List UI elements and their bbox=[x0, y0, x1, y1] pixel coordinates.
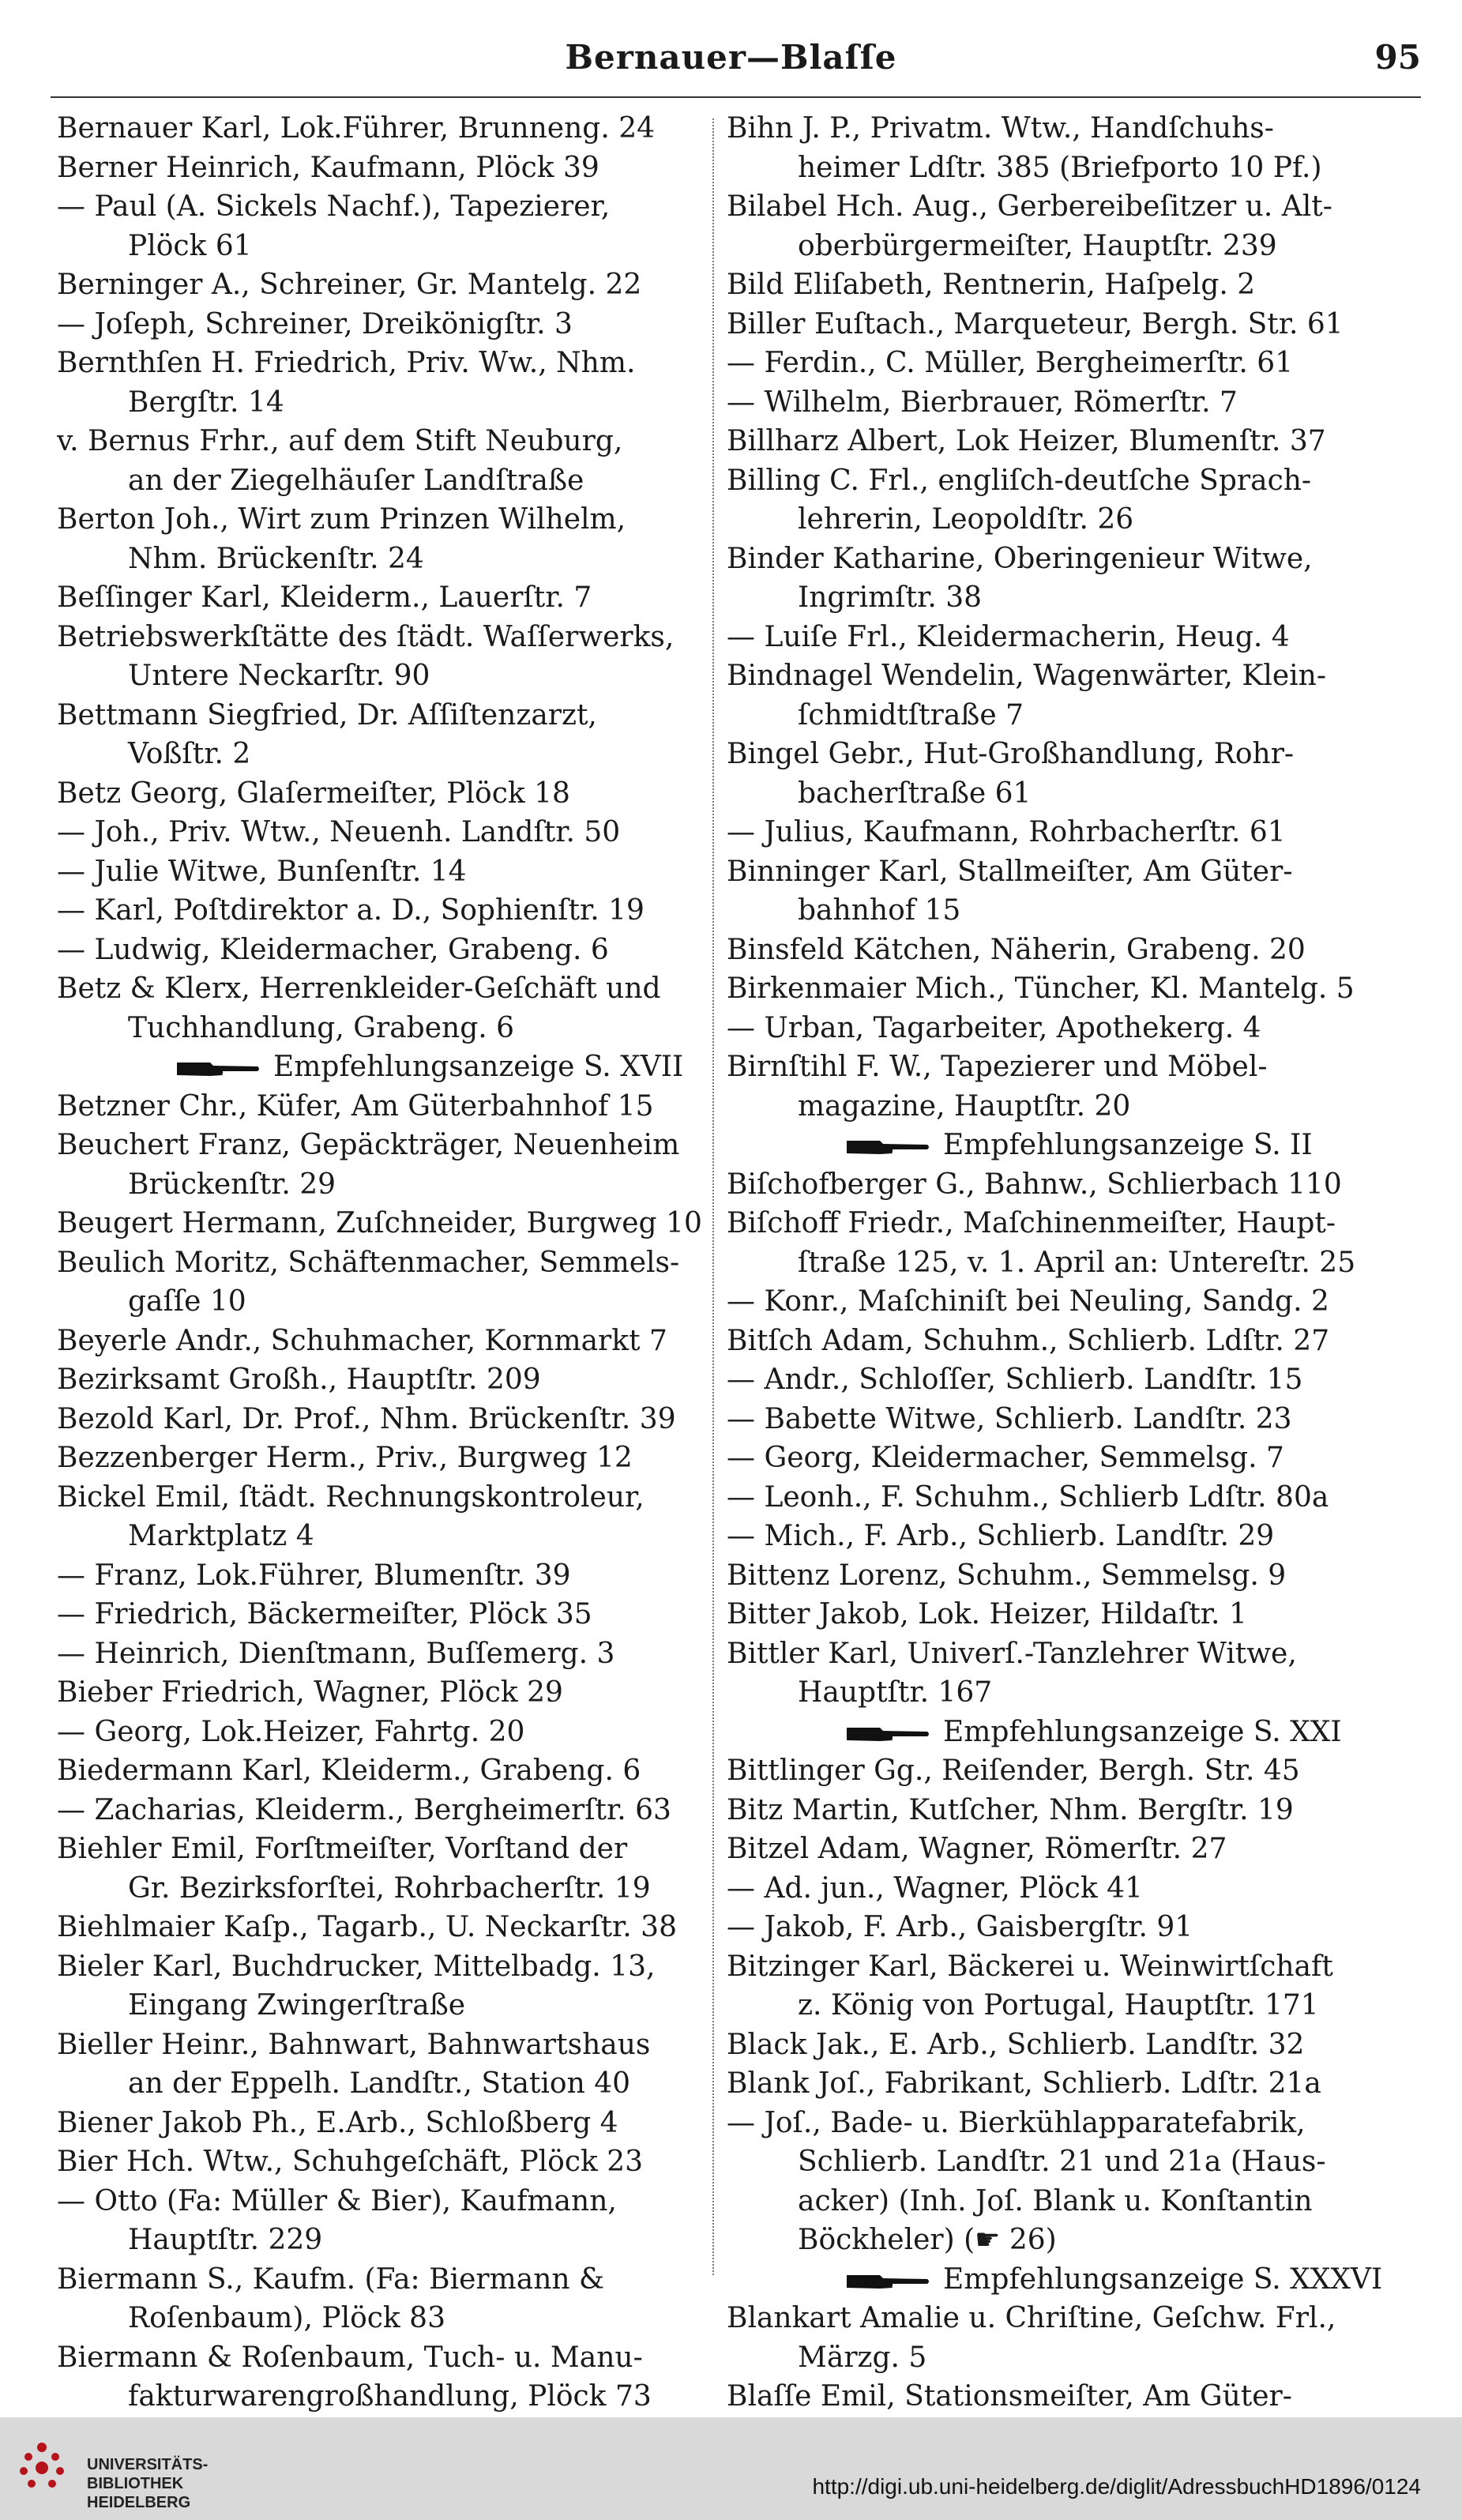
directory-entry bbox=[57, 1634, 705, 1674]
entry-line: — Joſeph, Schreiner, Dreikönigſtr. 3 bbox=[57, 307, 573, 340]
right-column bbox=[727, 109, 1383, 2455]
entry-line: — Leonh., F. Schuhm., Schlierb Ldſtr. 80a bbox=[727, 1480, 1329, 1514]
entry-line: Bitter Jakob, Lok. Heizer, Hildaſtr. 1 bbox=[727, 1598, 1247, 1630]
entry-line: Biermann & Roſenbaum, Tuch- u. Manu- bbox=[57, 2341, 643, 2374]
directory-entry bbox=[727, 187, 1374, 265]
directory-entry bbox=[727, 1947, 1374, 2025]
entry-continuation-line: Eingang Zwingerſtraße bbox=[128, 1989, 466, 2022]
entry-continuation-line: acker) (Inh. Joſ. Blank u. Konſtantin bbox=[798, 2184, 1313, 2217]
advertisement-reference bbox=[57, 1047, 705, 1087]
directory-entry bbox=[727, 265, 1374, 305]
entry-line: Bilabel Hch. Aug., Gerbereibeſitzer u. Alt- bbox=[727, 190, 1332, 223]
entry-line: — Wilhelm, Bierbrauer, Römerſtr. 7 bbox=[727, 386, 1238, 419]
directory-entry bbox=[57, 500, 705, 578]
library-logo bbox=[14, 2435, 212, 2511]
header-rule bbox=[51, 96, 1421, 98]
entry-line: — Jakob, F. Arb., Gaisbergſtr. 91 bbox=[727, 1911, 1193, 1943]
entry-line: — Konr., Maſchiniſt bei Neuling, Sandg. 2 bbox=[727, 1285, 1329, 1318]
entry-continuation-line: ſtraße 125, v. 1. April an: Untereſtr. 25 bbox=[798, 1246, 1356, 1279]
directory-entry bbox=[727, 540, 1374, 618]
entry-line: Bernthſen H. Friedrich, Priv. Ww., Nhm. bbox=[57, 347, 636, 379]
entry-continuation-line: heimer Ldſtr. 385 (Briefporto 10 Pf.) bbox=[798, 151, 1322, 184]
entry-line: Blaſſe Emil, Stationsmeiſter, Am Güter- bbox=[727, 2380, 1292, 2413]
directory-entry bbox=[57, 578, 705, 618]
directory-entry bbox=[57, 891, 705, 931]
entry-line: Bernauer Karl, Lok.Führer, Brunneng. 24 bbox=[57, 112, 656, 145]
entry-continuation-line: Voßſtr. 2 bbox=[128, 738, 251, 770]
entry-line: — Ferdin., C. Müller, Bergheimerſtr. 61 bbox=[727, 347, 1294, 379]
entry-line: — Ludwig, Kleidermacher, Grabeng. 6 bbox=[57, 933, 609, 966]
directory-entry bbox=[727, 1478, 1374, 1518]
entry-line: Bieler Karl, Buchdrucker, Mittelbadg. 13, bbox=[57, 1950, 656, 1983]
entry-continuation-line: bacherſtraße 61 bbox=[798, 777, 1032, 810]
directory-entry bbox=[727, 1282, 1374, 1322]
pointing-hand-icon bbox=[175, 1059, 262, 1078]
library-name bbox=[87, 2455, 208, 2512]
directory-entry bbox=[727, 1751, 1374, 1791]
entry-line: Bezzenberger Herm., Priv., Burgweg 12 bbox=[57, 1442, 633, 1474]
entry-line: — Mich., F. Arb., Schlierb. Landſtr. 29 bbox=[727, 1520, 1275, 1552]
entry-line: Beuchert Franz, Gepäckträger, Neuenheim bbox=[57, 1129, 680, 1161]
directory-entry bbox=[57, 1791, 705, 1830]
entry-line: Betz Georg, Glaſermeiſter, Plöck 18 bbox=[57, 777, 570, 810]
entry-continuation-line: Bergſtr. 14 bbox=[128, 386, 284, 419]
entry-continuation-line: lehrerin, Leopoldſtr. 26 bbox=[798, 503, 1134, 536]
footer-bar bbox=[0, 2417, 1462, 2520]
entry-line: Bild Eliſabeth, Rentnerin, Haſpelg. 2 bbox=[727, 269, 1256, 301]
entry-line: Beyerle Andr., Schuhmacher, Kornmarkt 7 bbox=[57, 1324, 667, 1357]
entry-line: — Heinrich, Dienſtmann, Buſſemerg. 3 bbox=[57, 1637, 615, 1670]
entry-line: Blankart Amalie u. Chriſtine, Geſchw. Frl., bbox=[727, 2302, 1336, 2334]
directory-entry bbox=[727, 1360, 1374, 1400]
directory-entry bbox=[727, 1165, 1374, 1205]
directory-entry bbox=[57, 1243, 705, 1322]
advertisement-text: Empfehlungsanzeige S. XXI bbox=[943, 1715, 1342, 1748]
entry-continuation-line: z. König von Portugal, Hauptſtr. 171 bbox=[798, 1989, 1319, 2022]
entry-line: — Julius, Kaufmann, Rohrbacherſtr. 61 bbox=[727, 816, 1286, 848]
entry-line: Bittlinger Gg., Reiſender, Bergh. Str. 45 bbox=[727, 1755, 1300, 1787]
directory-entry bbox=[57, 1830, 705, 1908]
directory-entry bbox=[727, 931, 1374, 970]
directory-entry bbox=[727, 2064, 1374, 2104]
entry-line: Biermann S., Kaufm. (Fa: Biermann & bbox=[57, 2262, 605, 2296]
entry-continuation-line: Roſenbaum), Plöck 83 bbox=[128, 2302, 445, 2334]
entry-line: — Joſ., Bade- u. Bierkühlapparatefabrik, bbox=[727, 2106, 1306, 2139]
directory-entry bbox=[57, 265, 705, 305]
directory-entry bbox=[727, 2104, 1374, 2260]
entry-line: Biſchofberger G., Bahnw., Schlierbach 110 bbox=[727, 1168, 1342, 1201]
directory-entry bbox=[727, 1439, 1374, 1478]
entry-line: — Joh., Priv. Wtw., Neuenh. Landſtr. 50 bbox=[57, 816, 621, 848]
library-name-line-2: BIBLIOTHEK bbox=[87, 2475, 184, 2492]
entry-line: — Friedrich, Bäckermeiſter, Plöck 35 bbox=[57, 1598, 592, 1630]
directory-entry bbox=[57, 344, 705, 422]
entry-line: — Julie Witwe, Bunſenſtr. 14 bbox=[57, 855, 467, 888]
entry-continuation-line: Ingrimſtr. 38 bbox=[798, 581, 983, 614]
pointing-hand-icon bbox=[845, 1138, 932, 1157]
entry-line: Billing C. Frl., engliſch-deutſche Sprach- bbox=[727, 464, 1312, 497]
advertisement-reference bbox=[727, 2260, 1383, 2300]
directory-entry bbox=[57, 1322, 705, 1361]
entry-continuation-line: magazine, Hauptſtr. 20 bbox=[798, 1089, 1131, 1123]
entry-continuation-line: Tuchhandlung, Grabeng. 6 bbox=[128, 1011, 515, 1044]
directory-entry bbox=[57, 1204, 705, 1243]
entry-line: — Karl, Poſtdirektor a. D., Sophienſtr. 19 bbox=[57, 894, 645, 927]
directory-entry bbox=[727, 109, 1374, 187]
entry-line: Biehler Emil, Forſtmeiſter, Vorſtand der bbox=[57, 1833, 628, 1865]
directory-entry bbox=[57, 931, 705, 970]
entry-line: Betzner Chr., Küfer, Am Güterbahnhof 15 bbox=[57, 1089, 654, 1123]
directory-entry bbox=[57, 149, 705, 188]
source-url-link[interactable]: http://digi.ub.uni-heidelberg.de/diglit/AdressbuchHD1896/0124 bbox=[812, 2474, 1421, 2499]
directory-entry bbox=[57, 774, 705, 814]
entry-continuation-line: Plöck 61 bbox=[128, 229, 252, 262]
column-divider bbox=[712, 118, 714, 2275]
entry-line: Billharz Albert, Lok Heizer, Blumenſtr. 37 bbox=[727, 425, 1326, 457]
directory-entry bbox=[57, 1947, 705, 2025]
directory-entry bbox=[57, 2104, 705, 2143]
pointing-hand-icon bbox=[845, 2272, 932, 2291]
advertisement-text: Empfehlungsanzeige S. XXXVI bbox=[943, 2262, 1383, 2296]
directory-entry bbox=[57, 1673, 705, 1713]
directory-entry bbox=[727, 305, 1374, 344]
entry-line: Bezirksamt Großh., Hauptſtr. 209 bbox=[57, 1363, 541, 1396]
entry-line: Blank Joſ., Fabrikant, Schlierb. Ldſtr. 21a bbox=[727, 2067, 1321, 2100]
entry-line: Bettmann Siegfried, Dr. Aſſiſtenzarzt, bbox=[57, 698, 597, 732]
left-column bbox=[57, 109, 705, 2455]
directory-entry bbox=[57, 1713, 705, 1752]
directory-entry bbox=[727, 2299, 1374, 2377]
entry-line: — Otto (Fa: Müller & Bier), Kaufmann, bbox=[57, 2184, 617, 2217]
pointing-hand-icon bbox=[845, 2272, 932, 2291]
entry-line: Binsfeld Kätchen, Näherin, Grabeng. 20 bbox=[727, 933, 1306, 966]
advertisement-text: Empfehlungsanzeige S. II bbox=[943, 1129, 1313, 1161]
entry-continuation-line: Böckheler) (☛ 26) bbox=[798, 2224, 1057, 2256]
directory-entry bbox=[727, 383, 1374, 423]
directory-entry bbox=[727, 1400, 1374, 1439]
entry-continuation-line: Gr. Bezirksforſtei, Rohrbacherſtr. 19 bbox=[128, 1871, 651, 1905]
entry-continuation-line: Märzg. 5 bbox=[798, 2341, 927, 2374]
directory-entry bbox=[727, 1634, 1374, 1713]
entry-line: — Georg, Kleidermacher, Semmelsg. 7 bbox=[727, 1442, 1284, 1474]
entry-line: Bitzel Adam, Wagner, Römerſtr. 27 bbox=[727, 1833, 1227, 1865]
pointing-hand-icon bbox=[175, 1059, 262, 1078]
directory-entry bbox=[57, 187, 705, 265]
entry-continuation-line: ſchmidtſtraße 7 bbox=[798, 698, 1024, 732]
directory-entry bbox=[727, 344, 1374, 383]
advertisement-reference bbox=[727, 1126, 1374, 1165]
directory-entry bbox=[727, 1908, 1374, 1947]
directory-entry bbox=[57, 1400, 705, 1439]
entry-line: Binninger Karl, Stallmeiſter, Am Güter- bbox=[727, 855, 1293, 888]
directory-entry bbox=[727, 813, 1374, 852]
page-header bbox=[0, 0, 1462, 87]
page-number: 95 bbox=[1374, 38, 1421, 77]
entry-line: Bihn J. P., Privatm. Wtw., Handſchuhs- bbox=[727, 112, 1274, 145]
directory-entry bbox=[727, 1204, 1374, 1282]
entry-continuation-line: Schlierb. Landſtr. 21 und 21a (Haus- bbox=[798, 2146, 1326, 2178]
entry-line: Berton Joh., Wirt zum Prinzen Wilhelm, bbox=[57, 503, 626, 536]
entry-line: — Ad. jun., Wagner, Plöck 41 bbox=[727, 1871, 1143, 1905]
entry-line: — Georg, Lok.Heizer, Fahrtg. 20 bbox=[57, 1715, 525, 1748]
directory-entry bbox=[57, 813, 705, 852]
entry-line: Bickel Emil, ſtädt. Rechnungskontroleur, bbox=[57, 1480, 645, 1514]
entry-line: Binder Katharine, Oberingenieur Witwe, bbox=[727, 542, 1313, 575]
directory-entry bbox=[727, 2025, 1374, 2065]
entry-line: — Zacharias, Kleiderm., Bergheimerſtr. 63 bbox=[57, 1793, 671, 1826]
directory-entry bbox=[727, 1830, 1374, 1869]
directory-entry bbox=[57, 618, 705, 696]
directory-entry bbox=[57, 969, 705, 1047]
entry-line: Betriebswerkſtätte des ſtädt. Waſſerwerks, bbox=[57, 620, 675, 653]
entry-continuation-line: Hauptſtr. 167 bbox=[798, 1676, 993, 1709]
running-head: Bernauer—Blaſſe bbox=[565, 38, 897, 77]
directory-entry bbox=[57, 422, 705, 500]
entry-line: — Paul (A. Sickels Nachf.), Tapezierer, bbox=[57, 190, 611, 223]
advertisement-reference bbox=[727, 1713, 1374, 1752]
entry-line: v. Bernus Frhr., auf dem Stift Neuburg, bbox=[57, 425, 623, 457]
entry-line: Berninger A., Schreiner, Gr. Mantelg. 22 bbox=[57, 269, 642, 301]
pointing-hand-icon bbox=[845, 1725, 932, 1743]
entry-line: — Urban, Tagarbeiter, Apothekerg. 4 bbox=[727, 1011, 1261, 1044]
pointing-hand-icon bbox=[845, 1138, 932, 1157]
directory-entry bbox=[57, 1360, 705, 1400]
directory-entry bbox=[727, 1009, 1374, 1048]
entry-line: Bingel Gebr., Hut-Großhandlung, Rohr- bbox=[727, 738, 1295, 770]
entry-line: Black Jak., E. Arb., Schlierb. Landſtr. 32 bbox=[727, 2028, 1305, 2061]
directory-entry bbox=[727, 618, 1374, 657]
entry-line: Biller Euſtach., Marqueteur, Bergh. Str. 61 bbox=[727, 307, 1344, 340]
directory-entry bbox=[57, 1908, 705, 1947]
entry-line: Bittenz Lorenz, Schuhm., Semmelsg. 9 bbox=[727, 1559, 1287, 1592]
entry-line: — Andr., Schloſſer, Schlierb. Landſtr. 15 bbox=[727, 1363, 1303, 1396]
entry-continuation-line: an der Ziegelhäuſer Landſtraße bbox=[128, 464, 584, 497]
entry-line: Biehlmaier Kaſp., Tagarb., U. Neckarſtr. 38 bbox=[57, 1911, 677, 1943]
directory-entry bbox=[57, 2142, 705, 2182]
directory-entry bbox=[57, 1087, 705, 1126]
entry-continuation-line: bahnhof 15 bbox=[798, 894, 961, 927]
directory-entry bbox=[727, 1869, 1374, 1909]
directory-entry bbox=[57, 109, 705, 149]
directory-entry bbox=[57, 2338, 705, 2417]
entry-continuation-line: Hauptſtr. 229 bbox=[128, 2224, 323, 2256]
entry-line: Biedermann Karl, Kleiderm., Grabeng. 6 bbox=[57, 1755, 641, 1787]
entry-line: Bieller Heinr., Bahnwart, Bahnwartshaus bbox=[57, 2028, 651, 2061]
pointing-hand-icon bbox=[845, 1725, 932, 1743]
directory-entry bbox=[57, 1126, 705, 1204]
directory-entry bbox=[727, 1556, 1374, 1596]
directory-entry bbox=[727, 1322, 1374, 1361]
entry-continuation-line: Nhm. Brückenſtr. 24 bbox=[128, 542, 424, 575]
entry-line: Birnſtihl F. W., Tapezierer und Möbel- bbox=[727, 1051, 1268, 1083]
entry-line: Beugert Hermann, Zuſchneider, Burgweg 10 bbox=[57, 1207, 702, 1239]
entry-continuation-line: oberbürgermeiſter, Hauptſtr. 239 bbox=[798, 229, 1277, 262]
entry-line: Betz & Klerx, Herrenkleider-Geſchäft und bbox=[57, 972, 661, 1005]
directory-entry bbox=[57, 305, 705, 344]
directory-entry bbox=[727, 1517, 1374, 1556]
entry-line: Bieber Friedrich, Wagner, Plöck 29 bbox=[57, 1676, 563, 1709]
entry-line: Bezold Karl, Dr. Prof., Nhm. Brückenſtr. 39 bbox=[57, 1402, 676, 1435]
entry-line: Beſſinger Karl, Kleiderm., Lauerſtr. 7 bbox=[57, 581, 592, 614]
directory-entry bbox=[57, 852, 705, 892]
entry-line: Bitſch Adam, Schuhm., Schlierb. Ldſtr. 27 bbox=[727, 1324, 1330, 1357]
entry-continuation-line: Untere Neckarſtr. 90 bbox=[128, 660, 430, 692]
entry-line: — Luiſe Frl., Kleidermacherin, Heug. 4 bbox=[727, 620, 1290, 653]
directory-entry bbox=[57, 2182, 705, 2260]
directory-entry bbox=[57, 2025, 705, 2104]
directory-entry bbox=[57, 1478, 705, 1556]
directory-entry bbox=[727, 1791, 1374, 1830]
directory-entry bbox=[727, 852, 1374, 931]
directory-entry bbox=[57, 1439, 705, 1478]
entry-line: Bitz Martin, Kutſcher, Nhm. Bergſtr. 19 bbox=[727, 1793, 1294, 1826]
directory-entry bbox=[727, 1047, 1374, 1126]
entry-line: Biener Jakob Ph., E.Arb., Schloßberg 4 bbox=[57, 2106, 618, 2139]
entry-continuation-line: Brückenſtr. 29 bbox=[128, 1168, 336, 1201]
directory-entry bbox=[57, 1556, 705, 1596]
directory-entry bbox=[57, 1595, 705, 1634]
directory-entry bbox=[727, 656, 1374, 735]
entry-line: Birkenmaier Mich., Tüncher, Kl. Mantelg. 5 bbox=[727, 972, 1355, 1005]
entry-continuation-line: gaſſe 10 bbox=[128, 1285, 246, 1318]
directory-entry bbox=[727, 422, 1374, 461]
university-seal-icon bbox=[14, 2439, 70, 2495]
entry-continuation-line: an der Eppelh. Landſtr., Station 40 bbox=[128, 2067, 631, 2100]
directory-entry bbox=[727, 1595, 1374, 1634]
directory-entry bbox=[727, 969, 1374, 1009]
entry-line: Berner Heinrich, Kaufmann, Plöck 39 bbox=[57, 151, 599, 184]
entry-line: Beulich Moritz, Schäftenmacher, Semmels- bbox=[57, 1246, 680, 1279]
entry-line: Bittler Karl, Univerſ.-Tanzlehrer Witwe, bbox=[727, 1637, 1297, 1670]
advertisement-text: Empfehlungsanzeige S. XVII bbox=[273, 1051, 684, 1083]
entry-line: Bindnagel Wendelin, Wagenwärter, Klein- bbox=[727, 660, 1327, 692]
entry-line: — Babette Witwe, Schlierb. Landſtr. 23 bbox=[727, 1402, 1292, 1435]
entry-continuation-line: fakturwarengroßhandlung, Plöck 73 bbox=[128, 2380, 652, 2413]
directory-entry bbox=[57, 2260, 705, 2338]
directory-entry bbox=[727, 735, 1374, 813]
entry-line: Bitzinger Karl, Bäckerei u. Weinwirtſchaft bbox=[727, 1950, 1333, 1983]
library-name-line-1: UNIVERSITÄTS- bbox=[87, 2456, 209, 2473]
entry-continuation-line: Marktplatz 4 bbox=[128, 1520, 314, 1552]
library-name-line-3: HEIDELBERG bbox=[87, 2494, 191, 2511]
entry-line: Bier Hch. Wtw., Schuhgeſchäft, Plöck 23 bbox=[57, 2146, 644, 2178]
directory-entry bbox=[57, 696, 705, 774]
entry-line: Biſchoff Friedr., Maſchinenmeiſter, Haupt- bbox=[727, 1207, 1336, 1239]
entry-line: — Franz, Lok.Führer, Blumenſtr. 39 bbox=[57, 1559, 571, 1592]
directory-entry bbox=[57, 1751, 705, 1791]
directory-entry bbox=[727, 461, 1374, 540]
